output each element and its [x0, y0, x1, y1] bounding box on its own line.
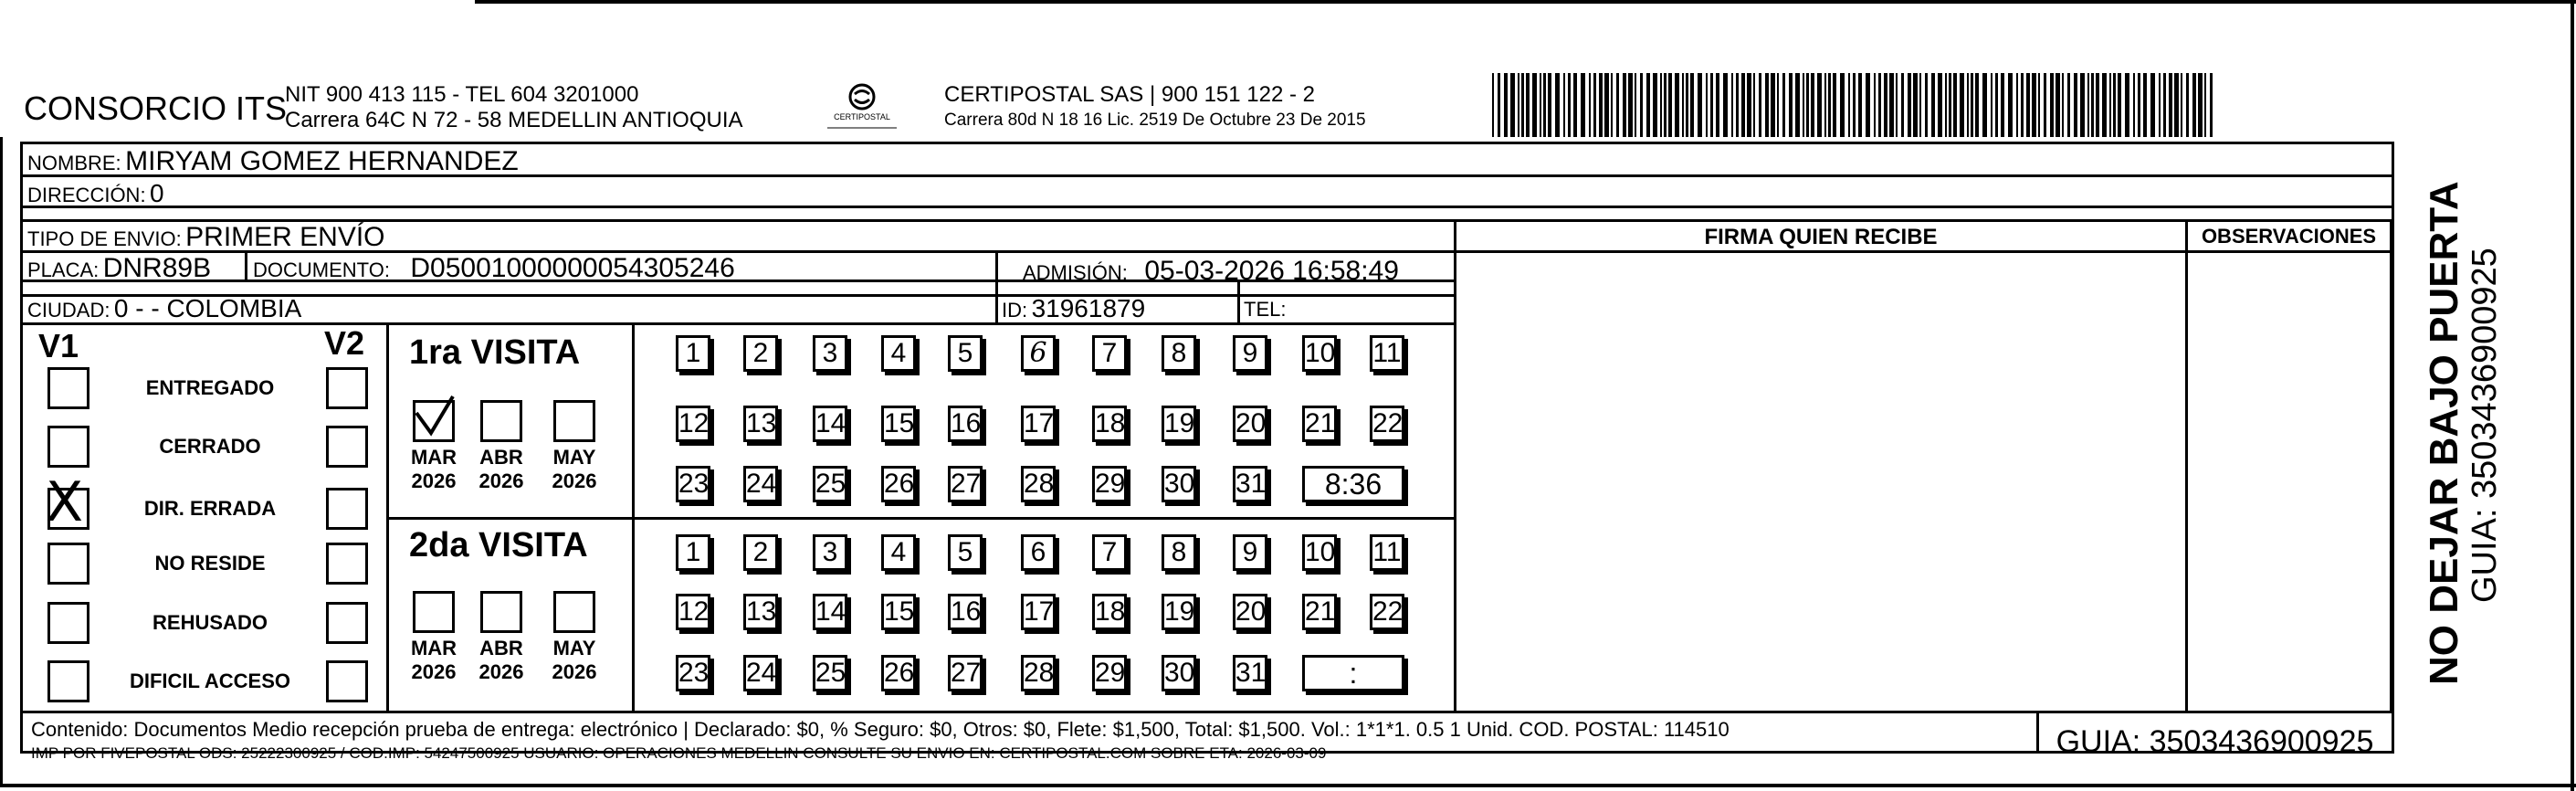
placa-value: DNR89B	[102, 253, 212, 283]
day-cell[interactable]: 24	[743, 466, 778, 502]
day-cell[interactable]: 2	[743, 534, 778, 571]
day-cell[interactable]: 16	[948, 594, 983, 630]
documento-label: DOCUMENTO:	[253, 258, 390, 281]
month-label: MAY	[552, 446, 596, 469]
nombre-value: MIRYAM GOMEZ HERNANDEZ	[125, 146, 519, 176]
year-label: 2026	[411, 469, 457, 492]
day-cell[interactable]: 31	[1233, 655, 1267, 691]
admision-label: ADMISIÓN:	[1023, 261, 1128, 284]
day-cell[interactable]: 5	[948, 534, 983, 571]
month-checkbox[interactable]	[413, 591, 455, 633]
tipo-value: PRIMER ENVÍO	[185, 222, 385, 252]
day-cell[interactable]: 4	[881, 335, 916, 372]
month-label: ABR	[479, 446, 523, 469]
day-cell[interactable]: 14	[813, 406, 847, 442]
day-cell[interactable]: 9	[1233, 534, 1267, 571]
day-cell[interactable]: 15	[881, 594, 916, 630]
day-cell[interactable]: 1	[676, 335, 710, 372]
documento-value: D05001000000054305246	[410, 253, 735, 283]
year-label: 2026	[478, 469, 524, 492]
day-cell[interactable]: 23	[676, 655, 710, 691]
footer-line2: IMP POR FIVEPOSTAL ODS: 25222300925 / COD.IMP: 54247500925 USUARIO: OPERACIONES MEDELLIN CONSULTE SU ENVIO EN: CERTIPOSTAL.COM SOBRE ETA: 2026-03-09	[31, 744, 1327, 762]
month-label: MAR	[410, 637, 457, 659]
v2-checkbox[interactable]	[326, 488, 368, 530]
v1-checkbox[interactable]	[47, 543, 89, 585]
day-cell[interactable]: 30	[1162, 655, 1196, 691]
company-name: CONSORCIO ITS	[24, 90, 288, 127]
day-cell[interactable]: 14	[813, 594, 847, 630]
day-cell[interactable]: 18	[1092, 406, 1127, 442]
day-cell[interactable]: 11	[1370, 534, 1404, 571]
day-cell[interactable]: 17	[1021, 594, 1056, 630]
day-cell[interactable]: 2	[743, 335, 778, 372]
day-cell[interactable]: 8	[1162, 335, 1196, 372]
status-label: NO RESIDE	[154, 552, 266, 575]
year-label: 2026	[552, 469, 597, 492]
side-guia: GUIA: 3503436900925	[2466, 248, 2504, 603]
month-checkbox[interactable]	[553, 591, 595, 633]
status-label: CERRADO	[159, 435, 261, 458]
day-cell[interactable]: 19	[1162, 406, 1196, 442]
status-label: DIFICIL ACCESO	[129, 670, 290, 692]
day-cell[interactable]: 9	[1233, 335, 1267, 372]
day-cell[interactable]: 19	[1162, 594, 1196, 630]
v2-checkbox[interactable]	[326, 602, 368, 644]
v1-checkbox[interactable]	[47, 660, 89, 702]
day-cell[interactable]: 4	[881, 534, 916, 571]
footer-guia: GUIA: 3503436900925	[2056, 724, 2374, 759]
v2-checkbox[interactable]	[326, 543, 368, 585]
day-cell[interactable]: 17	[1021, 406, 1056, 442]
v2-checkbox[interactable]	[326, 426, 368, 468]
status-label: REHUSADO	[152, 611, 268, 634]
v1-checkbox[interactable]	[47, 426, 89, 468]
day-cell[interactable]: 28	[1021, 466, 1056, 502]
day-cell[interactable]: 15	[881, 406, 916, 442]
v2-checkbox[interactable]	[326, 660, 368, 702]
day-cell[interactable]: 5	[948, 335, 983, 372]
month-label: ABR	[479, 637, 523, 659]
status-label: ENTREGADO	[145, 376, 275, 399]
month-label: MAY	[552, 637, 596, 659]
direccion-label: DIRECCIÓN:	[27, 184, 146, 206]
firma-header: FIRMA QUIEN RECIBE	[1704, 225, 1938, 249]
v2-checkbox[interactable]	[326, 367, 368, 409]
day-cell[interactable]: 21	[1302, 406, 1337, 442]
time-field[interactable]: :	[1302, 655, 1404, 691]
day-cell[interactable]: 6	[1021, 534, 1056, 571]
visit2-title: 2da VISITA	[409, 526, 588, 564]
day-cell[interactable]: 29	[1092, 655, 1127, 691]
day-cell[interactable]: 7	[1092, 534, 1127, 571]
day-cell[interactable]: 26	[881, 466, 916, 502]
ciudad-value: 0 - - COLOMBIA	[113, 294, 302, 322]
v1-label: V1	[38, 327, 79, 364]
v2-label: V2	[324, 324, 365, 362]
year-label: 2026	[478, 660, 524, 683]
day-cell[interactable]: 21	[1302, 594, 1337, 630]
day-cell[interactable]: 18	[1092, 594, 1127, 630]
day-cell[interactable]: 1	[676, 534, 710, 571]
day-cell[interactable]: 28	[1021, 655, 1056, 691]
day-cell[interactable]: 24	[743, 655, 778, 691]
day-cell[interactable]: 23	[676, 466, 710, 502]
year-label: 2026	[411, 660, 457, 683]
day-cell[interactable]: 16	[948, 406, 983, 442]
day-cell[interactable]: 30	[1162, 466, 1196, 502]
day-cell[interactable]: 31	[1233, 466, 1267, 502]
year-label: 2026	[552, 660, 597, 683]
certipostal-line2: Carrera 80d N 18 16 Lic. 2519 De Octubre 23 De 2015	[944, 111, 1366, 130]
day-cell[interactable]: 25	[813, 466, 847, 502]
status-label: DIR. ERRADA	[143, 497, 277, 520]
day-cell[interactable]: 6	[1021, 335, 1056, 372]
certipostal-logo	[818, 82, 906, 130]
check-mark-icon	[411, 393, 458, 440]
id-value: 31961879	[1031, 294, 1146, 322]
day-cell[interactable]: 3	[813, 335, 847, 372]
certipostal-line1: CERTIPOSTAL SAS | 900 151 122 - 2	[944, 82, 1315, 107]
day-cell[interactable]: 8	[1162, 534, 1196, 571]
observaciones-header: OBSERVACIONES	[2201, 225, 2377, 248]
check-mark-icon: X	[46, 470, 84, 534]
day-cell[interactable]: 27	[948, 655, 983, 691]
logo-text: CERTIPOSTAL	[834, 112, 890, 121]
placa-label: PLACA:	[27, 258, 100, 281]
tipo-label: TIPO DE ENVIO:	[27, 227, 182, 250]
time-field[interactable]: 8:36	[1302, 466, 1404, 502]
day-cell[interactable]: 22	[1370, 594, 1404, 630]
tel-label: TEL:	[1244, 298, 1287, 321]
company-address: Carrera 64C N 72 - 58 MEDELLIN ANTIOQUIA	[285, 108, 743, 132]
day-cell[interactable]: 22	[1370, 406, 1404, 442]
admision-value: 05-03-2026 16:58:49	[1144, 256, 1399, 286]
day-cell[interactable]: 27	[948, 466, 983, 502]
barcode	[1492, 73, 2219, 137]
month-checkbox[interactable]	[553, 400, 595, 442]
company-nit: NIT 900 413 115 - TEL 604 3201000	[285, 82, 639, 107]
day-cell[interactable]: 10	[1302, 534, 1337, 571]
v1-checkbox[interactable]	[47, 367, 89, 409]
day-cell[interactable]: 13	[743, 406, 778, 442]
day-cell[interactable]: 7	[1092, 335, 1127, 372]
day-cell[interactable]: 25	[813, 655, 847, 691]
day-cell[interactable]: 13	[743, 594, 778, 630]
day-cell[interactable]: 10	[1302, 335, 1337, 372]
nombre-label: NOMBRE:	[27, 152, 121, 174]
day-cell[interactable]: 26	[881, 655, 916, 691]
footer-line1: Contenido: Documentos Medio recepción prueba de entrega: electrónico | Declarado: $0, % Seguro: $0, Otros: $0, Flete: $1,500, Total: $1,500. Vol.: 1*1*1. 0.5 1 Unid. COD. POSTAL: 114510	[31, 718, 1730, 741]
month-checkbox[interactable]	[480, 591, 522, 633]
day-cell[interactable]: 20	[1233, 594, 1267, 630]
direccion-value: 0	[150, 179, 164, 207]
month-checkbox[interactable]	[480, 400, 522, 442]
day-cell[interactable]: 12	[676, 594, 710, 630]
day-cell[interactable]: 20	[1233, 406, 1267, 442]
v1-checkbox[interactable]	[47, 602, 89, 644]
day-cell[interactable]: 29	[1092, 466, 1127, 502]
id-label: ID:	[1002, 299, 1028, 322]
ciudad-label: CIUDAD:	[27, 299, 110, 322]
month-label: MAR	[410, 446, 457, 469]
day-cell[interactable]: 12	[676, 406, 710, 442]
day-cell[interactable]: 3	[813, 534, 847, 571]
visit1-title: 1ra VISITA	[409, 333, 581, 372]
side-warning: NO DEJAR BAJO PUERTA	[2422, 181, 2466, 685]
day-cell[interactable]: 11	[1370, 335, 1404, 372]
